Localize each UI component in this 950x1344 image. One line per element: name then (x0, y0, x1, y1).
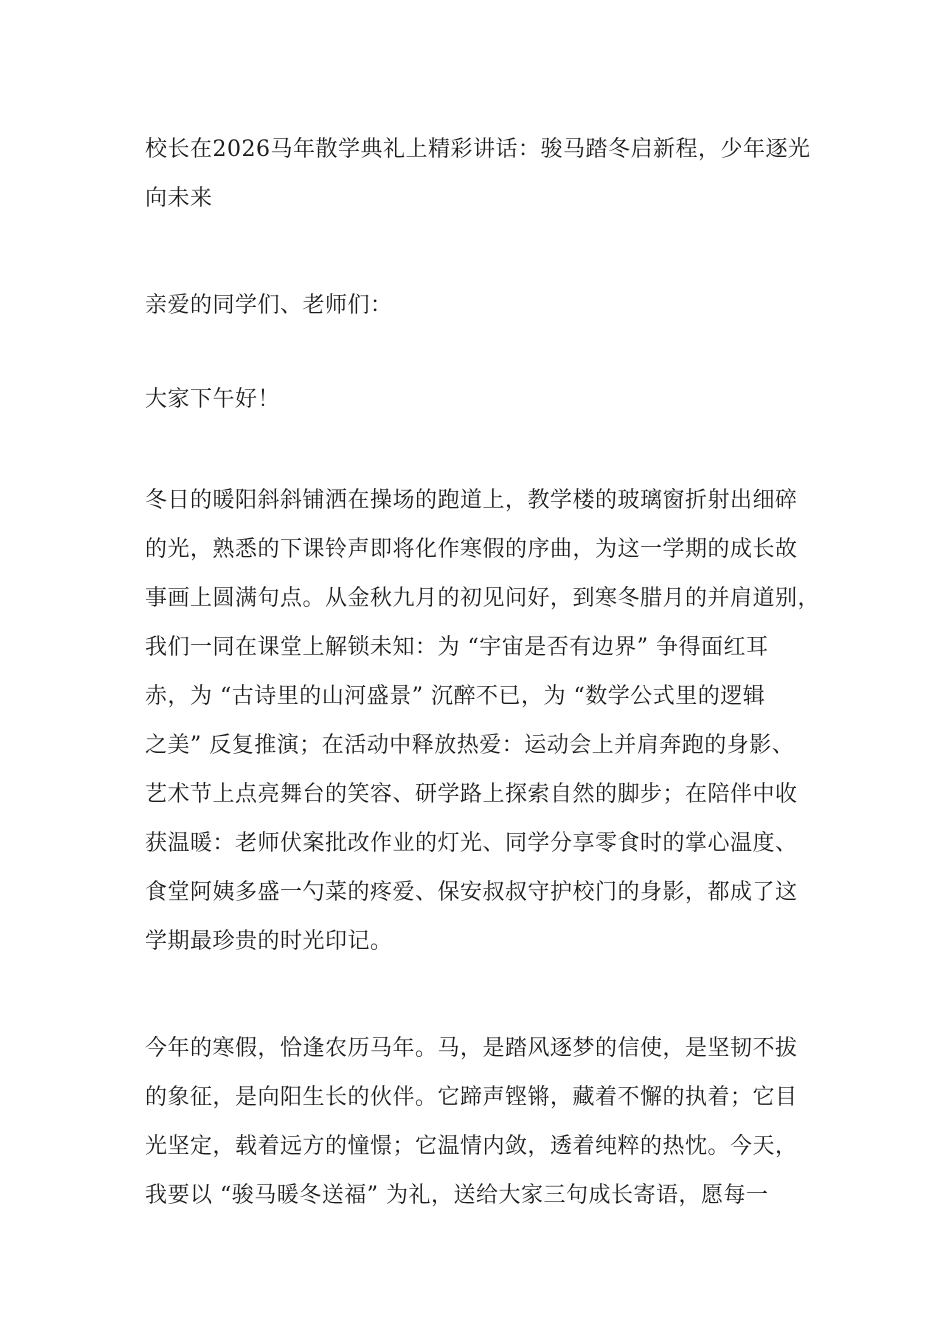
paragraph-line: 我要以 “骏马暖冬送福” 为礼，送给大家三句成长寄语，愿每一 (145, 1183, 769, 1208)
paragraph-line: 获温暖：老师伏案批改作业的灯光、同学分享零食时的掌心温度、 (145, 831, 798, 856)
paragraph-line: 的象征，是向阳生长的伙伴。它蹄声铿锵，藏着不懈的执着；它目 (145, 1085, 798, 1110)
salutation (145, 281, 815, 330)
paragraph-line: 冬日的暖阳斜斜铺洒在操场的跑道上，教学楼的玻璃窗折射出细碎 (145, 488, 798, 513)
document-title (145, 125, 815, 223)
paragraph-line: 艺术节上点亮舞台的笑容、研学路上探索自然的脚步；在陪伴中收 (145, 782, 798, 807)
greeting (145, 375, 815, 424)
paragraph-line: 光坚定，载着远方的憧憬；它温情内敛，透着纯粹的热忱。今天， (145, 1134, 798, 1159)
paragraph-line: 之美” 反复推演；在活动中释放热爱：运动会上并肩奔跑的身影、 (145, 733, 795, 758)
greeting-text: 大家下午好！ (145, 387, 281, 412)
paragraph-1 (145, 476, 821, 966)
title-line: 向未来 (145, 186, 213, 211)
paragraph-line: 赤，为 “古诗里的山河盛景” 沉醉不已，为 “数学公式里的逻辑 (145, 684, 766, 709)
paragraph-line: 学期最珍贵的时光印记。 (145, 929, 393, 954)
paragraph-line: 今年的寒假，恰逢农历马年。马，是踏风逐梦的信使，是坚韧不拔 (145, 1036, 798, 1061)
paragraph-2 (145, 1024, 815, 1220)
paragraph-line: 食堂阿姨多盛一勺菜的疼爱、保安叔叔守护校门的身影，都成了这 (145, 880, 798, 905)
title-line: 校长在2026马年散学典礼上精彩讲话：骏马踏冬启新程，少年逐光 (145, 137, 811, 162)
salutation-text: 亲爱的同学们、老师们： (145, 293, 393, 318)
paragraph-line: 的光，熟悉的下课铃声即将化作寒假的序曲，为这一学期的成长故 (145, 537, 798, 562)
paragraph-line: 我们一同在课堂上解锁未知：为 “宇宙是否有边界” 争得面红耳 (145, 635, 769, 660)
paragraph-line: 事画上圆满句点。从金秋九月的初见问好，到寒冬腊月的并肩道别， (145, 586, 821, 611)
